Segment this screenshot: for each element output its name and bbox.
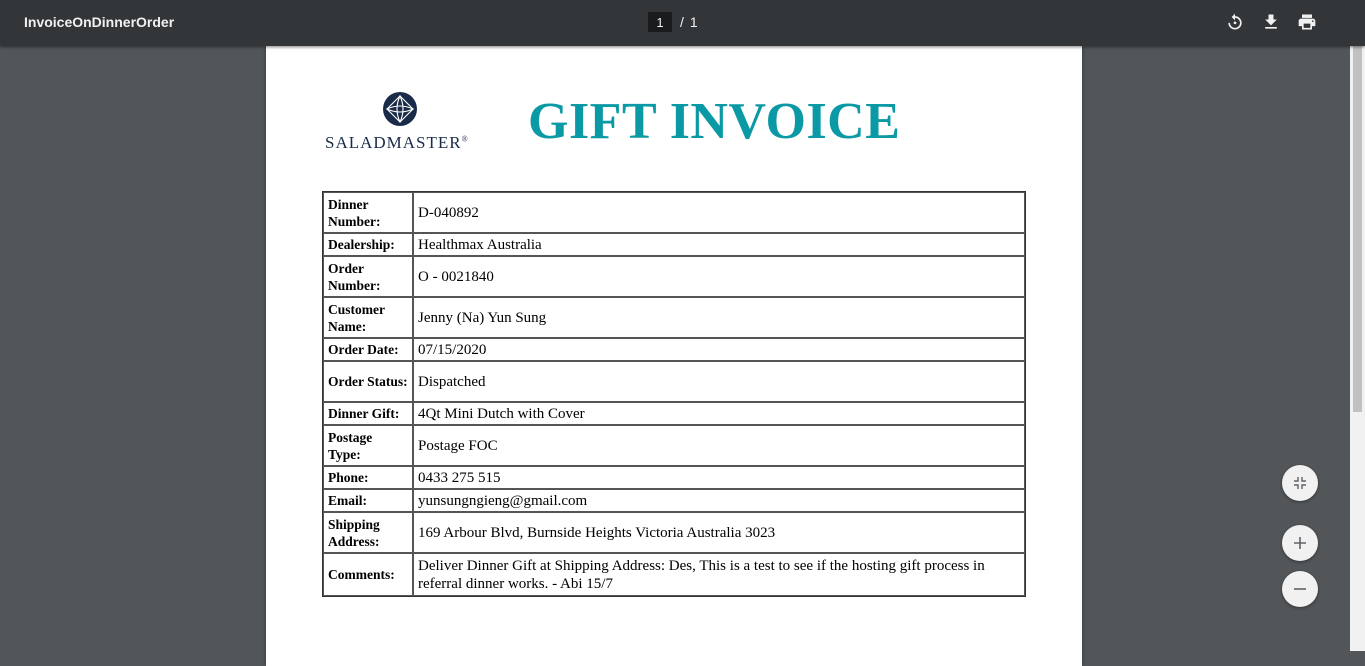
scrollbar-thumb[interactable] [1353, 46, 1362, 412]
page-navigator [648, 12, 698, 32]
saladmaster-logo [325, 91, 477, 153]
zoom-in-button[interactable] [1282, 525, 1318, 561]
row-label: Comments: [323, 553, 413, 596]
table-row [323, 233, 1025, 256]
total-pages: 1 [689, 14, 698, 30]
zoom-out-button[interactable] [1282, 571, 1318, 607]
table-row [323, 512, 1025, 553]
row-value: 169 Arbour Blvd, Burnside Heights Victoria Australia 3023 [413, 512, 1025, 553]
row-value: yunsungngieng@gmail.com [413, 489, 1025, 512]
zoom-in-icon [1292, 535, 1308, 551]
table-row [323, 489, 1025, 512]
current-page-input[interactable]: 1 [648, 12, 672, 32]
table-row [323, 553, 1025, 596]
zoom-out-icon [1292, 581, 1308, 597]
row-label: Order Status: [323, 361, 413, 402]
row-label: Dealership: [323, 233, 413, 256]
print-icon[interactable] [1297, 12, 1317, 32]
row-value: Jenny (Na) Yun Sung [413, 297, 1025, 338]
row-value: D-040892 [413, 192, 1025, 233]
fit-page-icon [1292, 475, 1308, 491]
row-label: Postage Type: [323, 425, 413, 466]
row-value: Dispatched [413, 361, 1025, 402]
row-label: Order Date: [323, 338, 413, 361]
table-row [323, 361, 1025, 402]
row-label: Dinner Number: [323, 192, 413, 233]
row-value: O - 0021840 [413, 256, 1025, 297]
row-label: Phone: [323, 466, 413, 489]
table-row [323, 256, 1025, 297]
row-value: 4Qt Mini Dutch with Cover [413, 402, 1025, 425]
row-value: Healthmax Australia [413, 233, 1025, 256]
vertical-scrollbar[interactable] [1350, 46, 1365, 651]
row-value: 07/15/2020 [413, 338, 1025, 361]
logo-text: SALADMASTER® [325, 133, 468, 152]
pdf-page [266, 46, 1082, 666]
row-label: Dinner Gift: [323, 402, 413, 425]
page-separator: / [680, 14, 684, 30]
table-row [323, 338, 1025, 361]
pdf-toolbar [0, 0, 1365, 46]
row-label: Shipping Address: [323, 512, 413, 553]
document-title: InvoiceOnDinnerOrder [24, 14, 175, 30]
row-value: 0433 275 515 [413, 466, 1025, 489]
table-row [323, 425, 1025, 466]
download-icon[interactable] [1261, 12, 1281, 32]
row-value: Deliver Dinner Gift at Shipping Address: Des, This is a test to see if the hosting gift process in referral dinner works. - Abi 15/7 [413, 553, 1025, 596]
invoice-details-table [322, 191, 1026, 597]
invoice-title: GIFT INVOICE [528, 93, 901, 150]
table-row [323, 192, 1025, 233]
table-row [323, 402, 1025, 425]
fit-page-button[interactable] [1282, 465, 1318, 501]
row-label: Order Number: [323, 256, 413, 297]
row-label: Customer Name: [323, 297, 413, 338]
logo-emblem-icon [382, 91, 418, 127]
row-value: Postage FOC [413, 425, 1025, 466]
table-row [323, 466, 1025, 489]
rotate-icon[interactable] [1225, 12, 1245, 32]
table-row [323, 297, 1025, 338]
row-label: Email: [323, 489, 413, 512]
